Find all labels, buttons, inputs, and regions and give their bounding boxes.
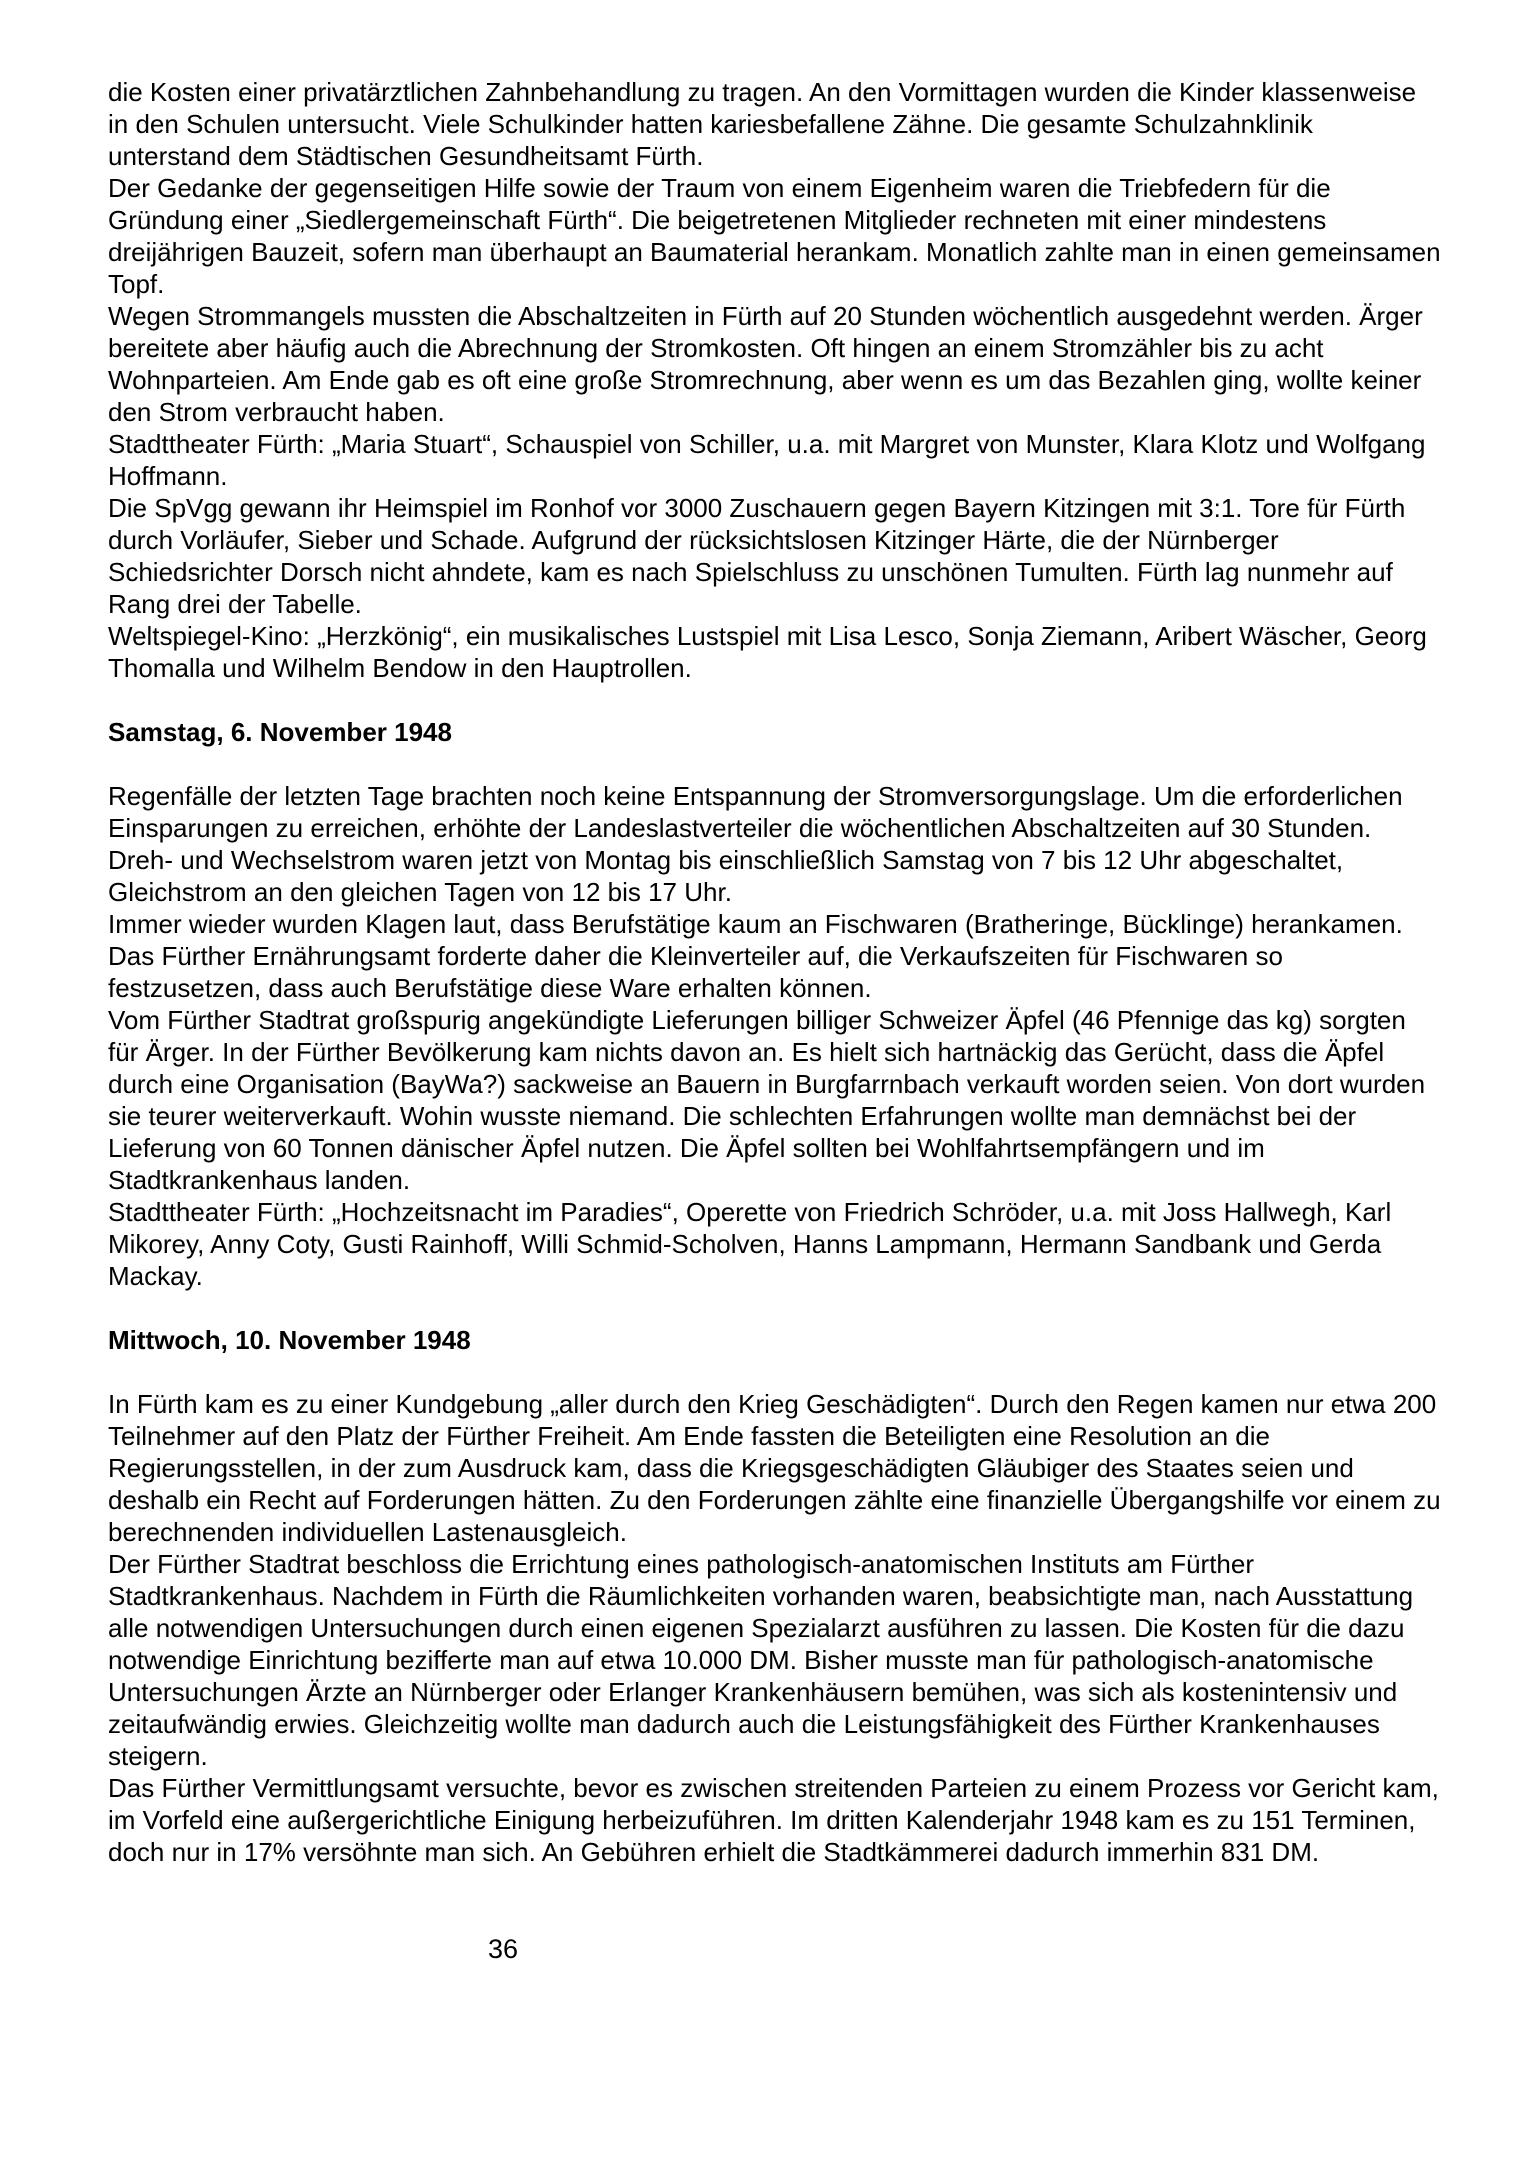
paragraph-strommangel: Wegen Strommangels mussten die Abschaltzeiten in Fürth auf 20 Stunden wöchentlich ausgedehnt werden. Ärger bereitete aber häufig auch die Abrechnung der Stromkosten. Oft hingen an einem Stromzähler bis zu acht Wohnparteien. Am Ende gab es oft eine große Stromrechnung, aber wenn es um das Bezahlen ging, wollte keiner den Strom verbraucht haben. bbox=[108, 301, 1423, 427]
paragraph-spvgg-heimspiel: Die SpVgg gewann ihr Heimspiel im Ronhof vor 3000 Zuschauern gegen Bayern Kitzingen mit 3:1. Tore für Fürth durch Vorläufer, Sieber und Schade. Aufgrund der rücksichtslosen Kitzinger Härte, die der Nürnberger Schiedsrichter Dorsch nicht ahndete, kam es nach Spielschluss zu unschönen Tumulten. Fürth lag nunmehr auf Rang drei der Tabelle. bbox=[108, 493, 1406, 619]
paragraph-stadttheater-hochzeitsnacht: Stadttheater Fürth: „Hochzeitsnacht im Paradies“, Operette von Friedrich Schröder, u.a. mit Joss Hallwegh, Karl Mikorey, Anny Coty, Gusti Rainhoff, Willi Schmid-Scholven, Hanns Lampmann, Hermann Sandbank und Gerda Mackay. bbox=[108, 1197, 1392, 1291]
paragraph-kundgebung-kriegsgeschaedigte: In Fürth kam es zu einer Kundgebung „aller durch den Krieg Geschädigten“. Durch den Regen kamen nur etwa 200 Teilnehmer auf den Platz der Fürther Freiheit. Am Ende fassten die Beteiligten eine Resolution an die Regierungsstellen, in der zum Ausdruck kam, dass die Kriegsgeschädigten Gläubiger des Staates seien und deshalb ein Recht auf Forderungen hätten. Zu den Forderungen zählte eine finanzielle Übergangshilfe vor einem zu berechnenden individuellen Lastenausgleich. bbox=[108, 1389, 1441, 1547]
paragraph-regenfaelle-strom: Regenfälle der letzten Tage brachten noch keine Entspannung der Stromversorgungslage. Um die erforderlichen Einsparungen zu erreichen, erhöhte der Landeslastverteiler die wöchentlichen Abschaltzeiten auf 30 Stunden. Dreh- und Wechselstrom waren jetzt von Montag bis einschließlich Samstag von 7 bis 12 Uhr abgeschaltet, Gleichstrom an den gleichen Tagen von 12 bis 17 Uhr. bbox=[108, 781, 1403, 907]
section-heading-mittwoch-10-november: Mittwoch, 10. November 1948 bbox=[108, 1325, 471, 1355]
paragraph-pathologisches-institut: Der Fürther Stadtrat beschloss die Errichtung eines pathologisch-anatomischen Instituts am Fürther Stadtkrankenhaus. Nachdem in Fürth die Räumlichkeiten vorhanden waren, beabsichtigte man, nach Ausstattung alle notwendigen Untersuchungen durch einen eigenen Spezialarzt ausführen zu lassen. Die Kosten für die dazu notwendige Einrichtung bezifferte man auf etwa 10.000 DM. Bisher musste man für pathologisch-anatomische Untersuchungen Ärzte an Nürnberger oder Erlanger Krankenhäusern bemühen, was sich als kostenintensiv und zeitaufwändig erwies. Gleichzeitig wollte man dadurch auch die Leistungsfähigkeit des Fürther Krankenhauses steigern. bbox=[108, 1549, 1414, 1771]
page-number: 36 bbox=[487, 1934, 519, 1964]
paragraph-weltspiegel-kino: Weltspiegel-Kino: „Herzkönig“, ein musikalisches Lustspiel mit Lisa Lesco, Sonja Ziemann, Aribert Wäscher, Georg Thomalla und Wilhelm Bendow in den Hauptrollen. bbox=[108, 621, 1427, 683]
paragraph-vermittlungsamt: Das Fürther Vermittlungsamt versuchte, bevor es zwischen streitenden Parteien zu einem Prozess vor Gericht kam, im Vorfeld eine außergerichtliche Einigung herbeizuführen. Im dritten Kalenderjahr 1948 kam es zu 151 Terminen, doch nur in 17% versöhnte man sich. An Gebühren erhielt die Stadtkämmerei dadurch immerhin 831 DM. bbox=[108, 1773, 1439, 1867]
text-content bbox=[108, 76, 1442, 1868]
section-heading-samstag-6-november: Samstag, 6. November 1948 bbox=[108, 717, 452, 747]
paragraph-siedlergemeinschaft: Der Gedanke der gegenseitigen Hilfe sowie der Traum von einem Eigenheim waren die Triebfedern für die Gründung einer „Siedlergemeinschaft Fürth“. Die beigetretenen Mitglieder rechneten mit einer mindestens dreijährigen Bauzeit, sofern man überhaupt an Baumaterial herankam. Monatlich zahlte man in einen gemeinsamen Topf. bbox=[108, 173, 1441, 299]
paragraph-fischwaren: Immer wieder wurden Klagen laut, dass Berufstätige kaum an Fischwaren (Bratheringe, Bücklinge) herankamen. Das Fürther Ernährungsamt forderte daher die Kleinverteiler auf, die Verkaufszeiten für Fischwaren so festzusetzen, dass auch Berufstätige diese Ware erhalten können. bbox=[108, 909, 1403, 1003]
paragraph-schweizer-aepfel: Vom Fürther Stadtrat großspurig angekündigte Lieferungen billiger Schweizer Äpfel (46 Pfennige das kg) sorgten für Ärger. In der Fürther Bevölkerung kam nichts davon an. Es hielt sich hartnäckig das Gerücht, dass die Äpfel durch eine Organisation (BayWa?) sackweise an Bauern in Burgfarrnbach verkauft worden seien. Von dort wurden sie teurer weiterverkauft. Wohin wusste niemand. Die schlechten Erfahrungen wollte man demnächst bei der Lieferung von 60 Tonnen dänischer Äpfel nutzen. Die Äpfel sollten bei Wohlfahrtsempfängern und im Stadtkrankenhaus landen. bbox=[108, 1005, 1426, 1195]
paragraph-stadttheater-maria-stuart: Stadttheater Fürth: „Maria Stuart“, Schauspiel von Schiller, u.a. mit Margret von Munster, Klara Klotz und Wolfgang Hoffmann. bbox=[108, 429, 1426, 491]
paragraph-dental-care: die Kosten einer privatärztlichen Zahnbehandlung zu tragen. An den Vormittagen wurden die Kinder klassenweise in den Schulen untersucht. Viele Schulkinder hatten kariesbefallene Zähne. Die gesamte Schulzahnklinik unterstand dem Städtischen Gesundheitsamt Fürth. bbox=[108, 77, 1417, 171]
